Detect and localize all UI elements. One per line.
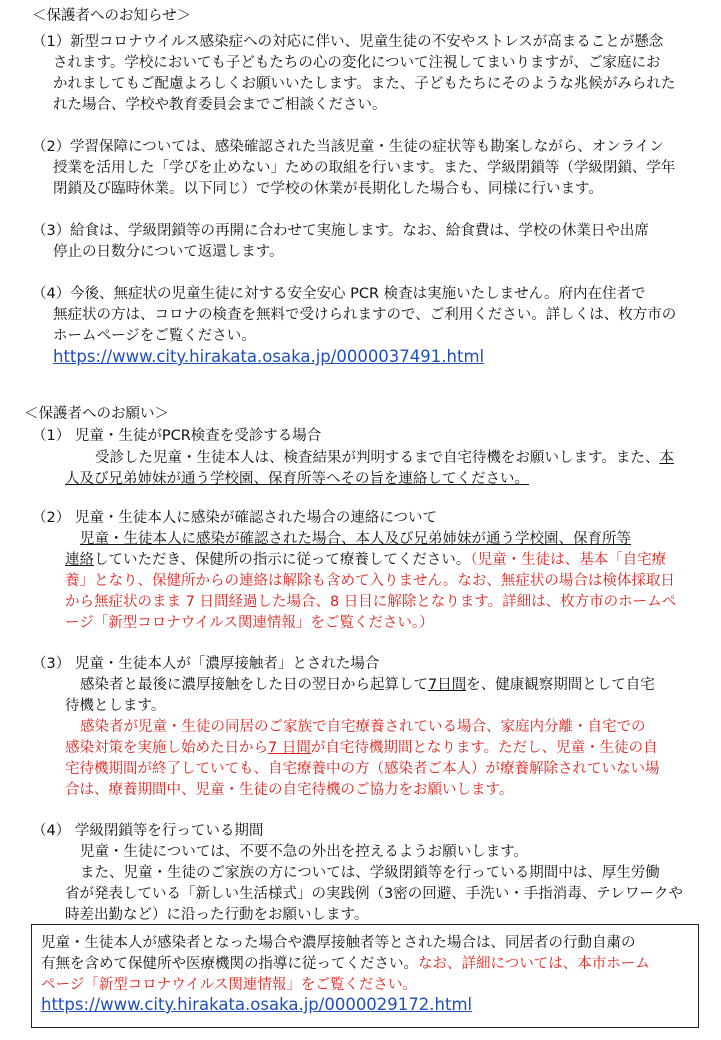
- notice-item1-num: （1）: [32, 34, 71, 50]
- notice-item3-num: （3）: [32, 223, 71, 239]
- notice-item2-line: 閉鎖及び臨時休業。以下同じ）で学校の休業が長期化した場合も、同様に行います。: [53, 181, 603, 197]
- info-box-line: 児童・生徒本人が感染者となった場合や濃厚接触者等とされた場合は、同居者の行動自粛の: [41, 935, 636, 951]
- notice-item4-line: 無症状の方は、コロナの検査を無料で受けられますので、ご利用ください。詳しくは、枚方市の: [53, 307, 677, 323]
- request-item3-line: 待機とします。: [65, 698, 166, 714]
- notice-item2-line: 授業を活用した「学びを止めない」ための取組を行います。また、学級閉鎖等（学級閉鎖、学年: [53, 160, 676, 176]
- notice-item4-line: 今後、無症状の児童生徒に対する安全安心 PCR 検査は実施いたしません。府内在住者で: [70, 286, 646, 302]
- request-item3-red-line: 合は、療養期間中、児童・生徒の自宅待機のご協力をお願いします。: [65, 782, 514, 798]
- request-item1-line: 人及び兄弟姉妹が通う学校園、保育所等へその旨を連絡してください。: [65, 471, 529, 487]
- notice-item1-line: されます。学校においても子どもたちの心の変化について注視してまいりますが、ご家庭にお: [53, 55, 661, 71]
- request-item3-heading: （3） 児童・生徒本人が「濃厚接触者」とされた場合: [32, 656, 380, 672]
- request-header: ＜保護者へのお願い＞: [24, 406, 169, 422]
- request-item1-line: 受診した児童・生徒本人は、検査結果が判明するまで自宅待機をお願いします。また、本: [95, 450, 674, 466]
- info-box-link[interactable]: https://www.city.hirakata.osaka.jp/0000029172.html: [41, 995, 473, 1014]
- notice-item1-line: 新型コロナウイルス感染症への対応に伴い、児童生徒の不安やストレスが高まることが懸念: [70, 34, 664, 50]
- request-item4-line: また、児童・生徒のご家族の方については、学級閉鎖等を行っている期間中は、厚生労働: [80, 865, 660, 881]
- notice-item2-line: 学習保障については、感染確認された当該児童・生徒の症状等も勘案しながら、オンライン: [70, 139, 664, 155]
- notice-item1-line: れた場合、学校や教育委員会までご相談ください。: [53, 97, 387, 113]
- request-item3-line: 感染者と最後に濃厚接触をした日の翌日から起算して7日間を、健康観察期間として自宅: [80, 677, 655, 693]
- request-item4-line: 省が発表している「新しい生活様式」の実践例（3密の回避、手洗い・手指消毒、テレワークや: [65, 886, 683, 902]
- notice-item2-num: （2）: [32, 139, 71, 155]
- request-item4-line: 児童・生徒については、不要不急の外出を控えるようお願いします。: [80, 844, 529, 860]
- request-item3-red-line: 感染者が児童・生徒の同居のご家族で自宅療養されている場合、家庭内分離・自宅での: [80, 719, 646, 735]
- request-item2-heading: （2） 児童・生徒本人に感染が確認された場合の連絡について: [32, 510, 438, 526]
- request-item2-line: 連絡していただき、保健所の指示に従って療養してください。（児童・生徒は、基本「自宅療: [65, 552, 667, 568]
- request-item3-red-line: 感染対策を実施し始めた日から7 日間が自宅待機期間となります。ただし、児童・生徒の自: [65, 740, 658, 756]
- request-item2-red-line: から無症状のまま 7 日間経過した場合、8 日目に解除となります。詳細は、枚方市のホームペ: [65, 594, 677, 610]
- request-item4-line: 時差出勤など）に沿った行動をお願いします。: [65, 907, 369, 923]
- info-box-line: ページ「新型コロナウイルス関連情報」をご覧ください。: [41, 977, 417, 993]
- notice-item3-line: 停止の日数分について返還します。: [53, 244, 284, 260]
- request-item4-heading: （4） 学級閉鎖等を行っている期間: [32, 823, 264, 839]
- info-box-line: 有無を含めて保健所や医療機関の指導に従ってください。なお、詳細については、本市ホーム: [41, 956, 650, 972]
- notice-item4-link[interactable]: https://www.city.hirakata.osaka.jp/0000037491.html: [53, 347, 485, 366]
- notice-item3-line: 給食は、学級閉鎖等の再開に合わせて実施します。なお、給食費は、学校の休業日や出席: [70, 223, 649, 239]
- notice-item4-line: ホームページをご覧ください。: [53, 328, 256, 344]
- notice-header: ＜保護者へのお知らせ＞: [32, 8, 192, 24]
- request-item1-heading: （1） 児童・生徒がPCR検査を受診する場合: [32, 428, 322, 444]
- request-item2-red-line: ージ「新型コロナウイルス関連情報」をご覧ください。）: [65, 615, 434, 631]
- request-item2-red-line: 養」となり、保健所からの連絡は解除も含めて入りません。なお、無症状の場合は検体採取日: [65, 573, 675, 589]
- request-item3-red-line: 宅待機期間が終了していても、自宅療養中の方（感染者ご本人）が療養解除されていない場: [65, 761, 660, 777]
- request-item2-line: 児童・生徒本人に感染が確認された場合、本人及び兄弟姉妹が通う学校園、保育所等: [80, 531, 631, 547]
- notice-item4-num: （4）: [32, 286, 71, 302]
- notice-item1-line: かれましてもご配慮よろしくお願いいたします。また、子どもたちにそのような兆候がみられた: [53, 76, 676, 92]
